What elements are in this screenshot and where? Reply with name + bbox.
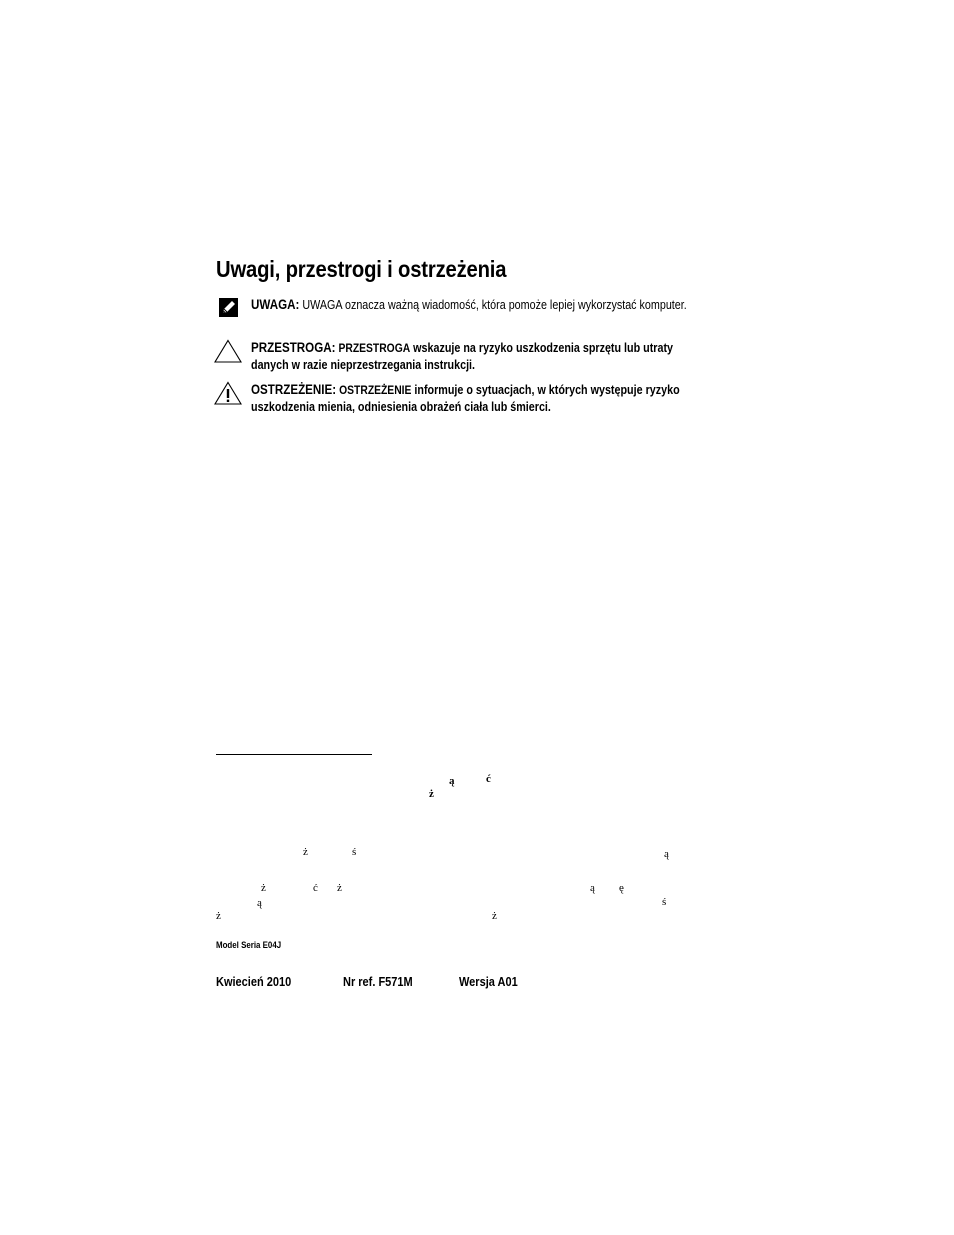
stray-glyph: ą — [590, 882, 595, 894]
stray-glyph: ś — [352, 846, 357, 858]
stray-glyph: ś — [662, 896, 667, 908]
stray-glyph: ą — [664, 848, 669, 860]
stray-glyph: ż — [216, 910, 221, 922]
page-title: Uwagi, przestrogi i ostrzeżenia — [216, 256, 507, 282]
warning-lead: OSTRZEŻENIE — [339, 383, 412, 397]
caution-lead: PRZESTROGA — [338, 341, 411, 355]
stray-glyph: ż — [337, 882, 342, 894]
warning-exclamation-icon — [213, 381, 243, 407]
warning-body-text: informuje o sytuacjach, w których występuje ryzyko uszkodzenia mienia, odniesienia obrażeń ciała lub śmierci. — [251, 383, 680, 414]
stray-glyph: ę — [619, 882, 624, 894]
footer-version: Wersja A01 — [459, 975, 518, 989]
stray-glyph: ą — [257, 897, 262, 909]
stray-glyph: ż — [303, 846, 308, 858]
caution-text — [251, 339, 698, 374]
note-text — [251, 296, 698, 314]
caution-triangle-icon — [213, 339, 243, 365]
stray-glyph: ż — [429, 788, 434, 800]
divider-rule — [216, 754, 372, 755]
note-body: UWAGA oznacza ważną wiadomość, która pomoże lepiej wykorzystać komputer. — [302, 298, 687, 312]
note-pencil-icon — [213, 296, 243, 322]
footer-ref: Nr ref. F571M — [343, 975, 413, 989]
caution-body-text: wskazuje na ryzyko uszkodzenia sprzętu lub utraty danych w razie nieprzestrzegania instrukcji. — [251, 341, 674, 372]
stray-glyph: ć — [486, 773, 491, 785]
stray-glyph: ż — [492, 910, 497, 922]
warning-text — [251, 381, 698, 416]
model-label: Model Seria E04J — [216, 940, 282, 950]
warning-label: OSTRZEŻENIE: — [251, 382, 337, 397]
footer-date: Kwiecień 2010 — [216, 975, 292, 989]
stray-glyph: ć — [313, 882, 318, 894]
stray-glyph: ż — [261, 882, 266, 894]
note-label: UWAGA: — [251, 297, 300, 312]
caution-label: PRZESTROGA: — [251, 340, 336, 355]
stray-glyph: ą — [449, 775, 455, 787]
